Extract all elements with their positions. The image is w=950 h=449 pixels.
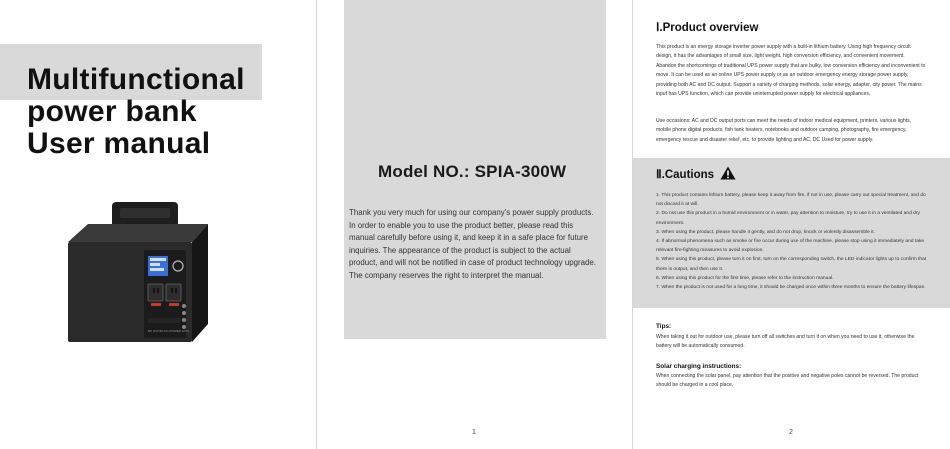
device-label: BK 3CP 8C-DC POWER 12V4: [148, 329, 189, 333]
cover-title-line-1: Multifunctional: [27, 63, 245, 96]
tips-heading: Tips:: [656, 323, 672, 330]
page-2: [633, 0, 950, 449]
caution-item: 4. If abnormal phenomena such as smoke or fire occur during use of the machine, please stop using it immediately and take relevant fire-fighting measures to avoid explosion.: [656, 239, 925, 254]
solar-charging-heading: Solar charging instructions:: [656, 363, 742, 370]
tips-text: When taking it out for outdoor use, please turn off all switches and turn it on when you need to use it, otherwise the battery will be automatically consumed.: [656, 334, 915, 350]
overview-paragraph-1: This product is an energy storage inverter power supply with a built-in lithium battery. Using high frequency circuit design, it has the advantages of small size, light weight, high conversion efficiency, and convenient movement. Abandon the shortcomings of traditional UPS power supply that are bulky, low conversion efficiency and inconvenient to move. It can be used as an online UPS power supply or as an outdoor emergency energy storage power supply, providing both AC and DC output. Support a variety of charging methods, solar energy, adapter, city power. The mains input has UPS function, which can provide uninterrupted power supply for electrical appliances.: [656, 44, 926, 98]
cover-title: [27, 64, 245, 160]
caution-item: 2. Do not use this product in a humid environment or in water, pay attention to moisture, try to use it in a ventilated and dry environment.: [656, 211, 920, 226]
cautions-heading: Ⅱ.Cautions: [656, 169, 715, 181]
cover-title-line-2: power bank: [27, 95, 197, 128]
caution-item: 3. When using the product, please handle it gently, and do not drop, knock or violently disassemble it.: [656, 229, 876, 235]
page-number: 1: [472, 429, 476, 436]
intro-paragraph: Thank you very much for using our company's power supply products. In order to enable you to use the product better, please read this manual carefully before using it, and keep it in a safe place for future inquiries. The appearance of the product is subject to the actual product, and will not be notified in case of product technology upgrade. The company reserves the right to interpret the manual.: [349, 208, 596, 280]
caution-item: 6. When using this product for the first time, please refer to the instruction manual.: [656, 275, 834, 281]
solar-charging-text: When connecting the solar panel, pay attention that the positive and negative poles cannot be reversed. The product should be charged in a cool place.: [656, 373, 919, 389]
cover-title-line-3: User manual: [27, 127, 211, 160]
caution-item: 7. When the product is not used for a long time, it should be charged once within three months to ensure the battery lifespan.: [656, 285, 926, 291]
overview-paragraph-2: Use occasions: AC and DC output ports can meet the needs of indoor medical equipment, printers, various lights, mobile phone digital products, fish tank heaters, notebooks and outdoor camping, photography, fire emergency, emergency rescue and disaster relief, etc. to provide lighting and AC, DC Used for power supply.: [656, 118, 912, 143]
cautions-list: [656, 191, 928, 292]
warning-icon: [720, 166, 736, 180]
page-number: 2: [789, 429, 793, 436]
model-number: Model NO.: SPIA-300W: [378, 162, 567, 181]
caution-item: 5. When using this product, please turn it on first, turn on the corresponding switch, the LED indicator lights up to confirm that there is output, and then use it.: [656, 257, 927, 272]
power-bank-product-image: [60, 200, 220, 350]
cover-page: [0, 0, 316, 449]
page-1: [317, 0, 632, 449]
product-overview-heading: Ⅰ.Product overview: [656, 22, 759, 34]
caution-item: 1. This product contains lithium battery, please keep it away from fire, if not in use, please carry out special treatment, and do not discard it at will.: [656, 193, 926, 208]
